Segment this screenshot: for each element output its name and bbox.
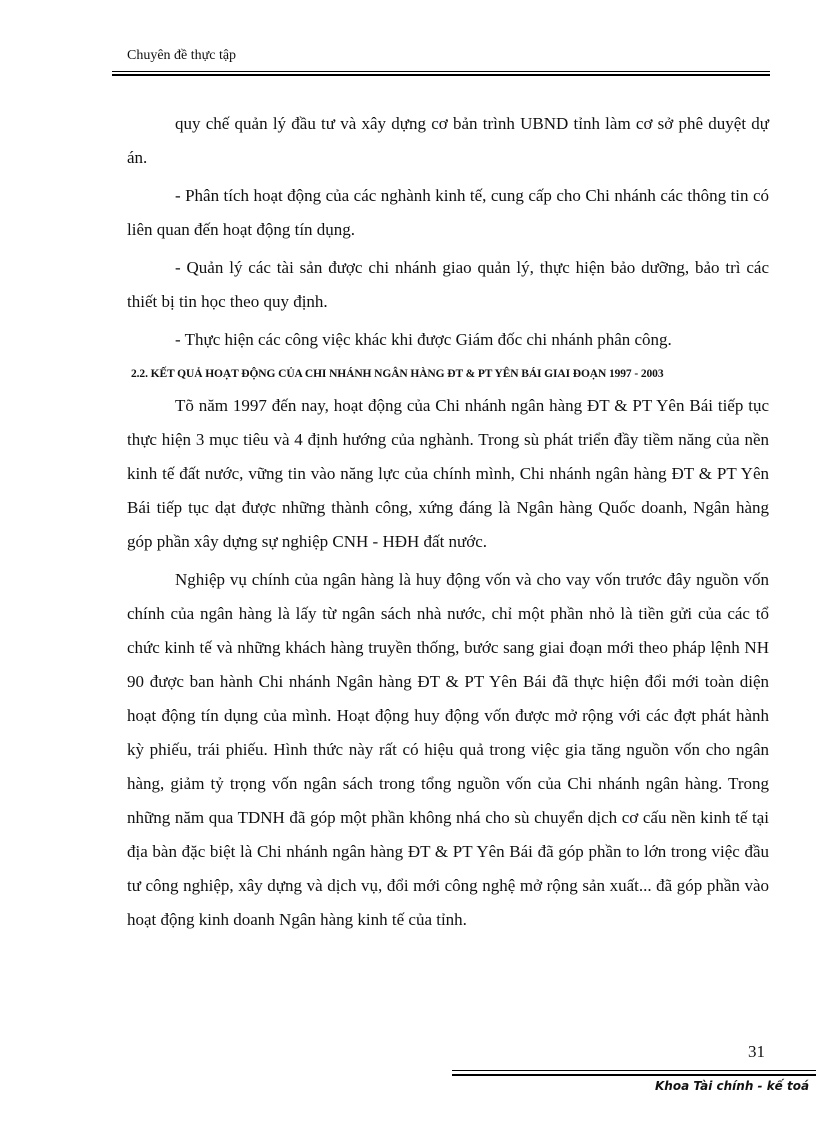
page-number: 31 xyxy=(748,1042,765,1061)
section-heading: 2.2. KẾT QUẢ HOẠT ĐỘNG CỦA CHI NHÁNH NGÂN HÀNG ĐT & PT YÊN BÁI GIAI ĐOẠN 1997 - 2003 xyxy=(131,368,664,380)
paragraph: - Phân tích hoạt động của các nghành kinh tế, cung cấp cho Chi nhánh các thông tin có liên quan đến hoạt động tín dụng. xyxy=(127,186,769,239)
header-rule-thin xyxy=(112,71,770,72)
paragraph: - Thực hiện các công việc khác khi được Giám đốc chi nhánh phân công. xyxy=(175,330,672,349)
document-body xyxy=(127,107,769,941)
header-rule-thick xyxy=(112,74,770,76)
paragraph: - Quản lý các tài sản được chi nhánh giao quản lý, thực hiện bảo dưỡng, bảo trì các thiết bị tin học theo quy định. xyxy=(127,258,769,311)
header-title: Chuyên đề thực tập xyxy=(127,48,237,63)
footer-rule-thick xyxy=(452,1074,816,1076)
paragraph: quy chế quản lý đầu tư và xây dựng cơ bản trình UBND tỉnh làm cơ sở phê duyệt dự án. xyxy=(127,114,769,167)
paragraph: Tõ năm 1997 đến nay, hoạt động của Chi nhánh ngân hàng ĐT & PT Yên Bái tiếp tục thực hiện 3 mục tiêu và 4 định hướng của nghành. Trong sù phát triển đầy tiềm năng của nền kinh tế đất nước, vững tin vào năng lực của chính mình, Chi nhánh ngân hàng ĐT & PT Yên Bái tiếp tục dạt được những thành công, xứng đáng là Ngân hàng Quốc doanh, Ngân hàng góp phần xây dựng sự nghiệp CNH - HĐH đất nước. xyxy=(127,396,769,551)
paragraph: Nghiệp vụ chính của ngân hàng là huy động vốn và cho vay vốn trước đây nguồn vốn chính của ngân hàng là lấy từ ngân sách nhà nước, chỉ một phần nhỏ là tiền gửi của các tổ chức kinh tế và những khách hàng truyền thống, bước sang giai đoạn mới theo pháp lệnh NH 90 được ban hành Chi nhánh Ngân hàng ĐT & PT Yên Bái đã thực hiện đổi mới toàn diện hoạt động tín dụng của mình. Hoạt động huy động vốn được mở rộng với các đợt phát hành kỳ phiếu, trái phiếu. Hình thức này rất có hiệu quả trong việc gia tăng nguồn vốn cho ngân hàng, giảm tỷ trọng vốn ngân sách trong tổng nguồn vốn của Chi nhánh ngân hàng. Trong những năm qua TDNH đã góp một phần không nhá cho sù chuyển dịch cơ cấu nền kinh tế tại địa bàn đặc biệt là Chi nhánh ngân hàng ĐT & PT Yên Bái đã góp phần to lớn trong việc đầu tư công nghiệp, xây dựng và dịch vụ, đổi mới công nghệ mở rộng sản xuất... đã góp phần vào hoạt động kinh doanh Ngân hàng kinh tế của tỉnh. xyxy=(127,570,769,929)
footer-department: Khoa Tài chính - kế toá xyxy=(655,1079,810,1093)
footer-rule-thin xyxy=(452,1070,816,1071)
